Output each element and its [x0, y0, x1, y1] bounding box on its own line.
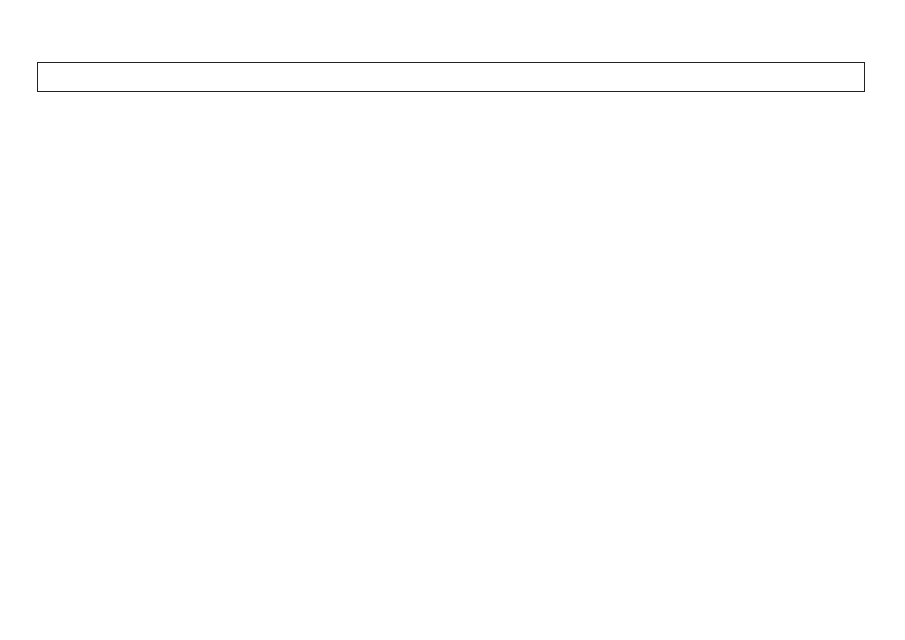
subvention-table: [37, 62, 865, 92]
section-2-title: [38, 63, 865, 92]
